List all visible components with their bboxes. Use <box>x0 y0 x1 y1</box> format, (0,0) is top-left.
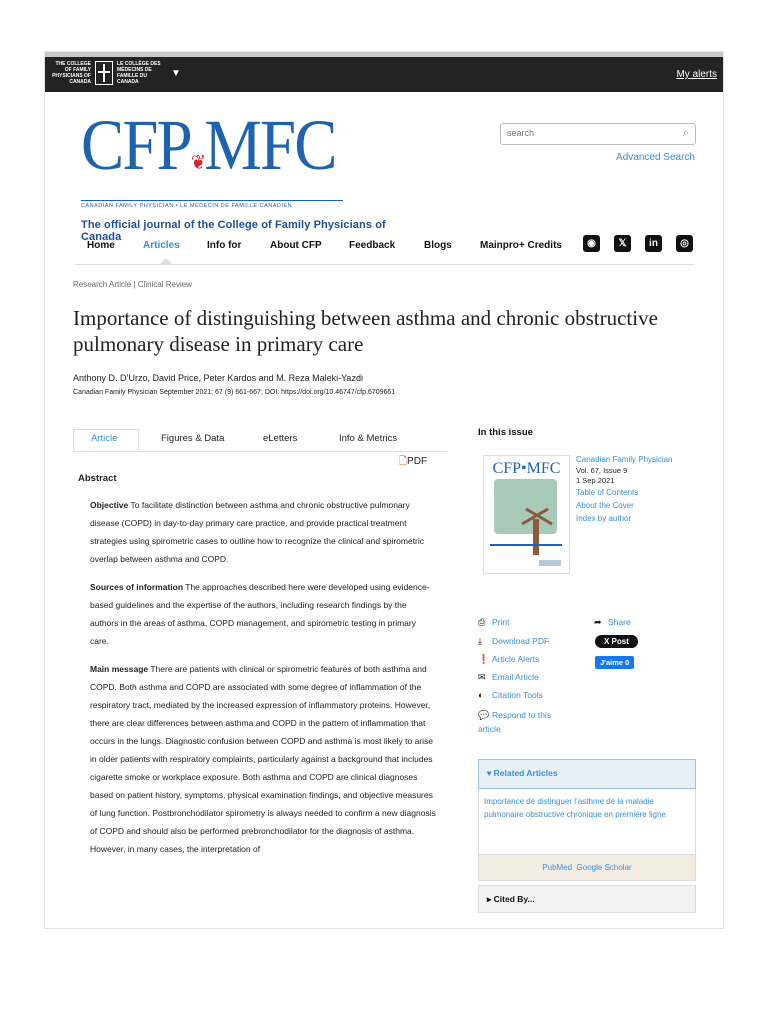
issue-date: 1 Sep 2021 <box>576 476 615 485</box>
tool-label: Citation Tools <box>492 690 543 700</box>
triangle-right-icon: ▸ <box>487 894 492 904</box>
nav-articles[interactable]: Articles <box>143 240 180 251</box>
tool-label: Respond to this article <box>478 710 552 734</box>
breadcrumb: Research Article | Clinical Review <box>73 280 193 289</box>
related-articles-header[interactable] <box>478 759 696 789</box>
logo-wordmark <box>81 105 378 198</box>
nav-mainpro-credits[interactable]: Mainpro+ Credits <box>480 240 562 251</box>
section-text: To facilitate distinction between asthma and chronic obstructive pulmonary disease (COPD) in day-to-day primary care practice, and provide practical treatment strategies using spirometric cases to outline how to recognize the clinical and spirometric overlap between asthma and COPD. <box>90 500 425 564</box>
alert-icon: ❗ <box>478 654 490 664</box>
nav-info-for[interactable]: Info for <box>207 240 242 251</box>
logo-subtitle: CANADIAN FAMILY PHYSICIAN • LE MÉDECIN DE FAMILLE CANADIEN <box>81 200 343 209</box>
college-name-fr: LE COLLÈGE DES MÉDECINS DE FAMILLE DU CANADA <box>117 61 161 85</box>
college-menu[interactable] <box>51 61 181 85</box>
my-alerts-link[interactable]: My alerts <box>676 69 717 80</box>
cited-by-heading: Cited By... <box>493 894 535 904</box>
in-this-issue-panel <box>478 427 698 523</box>
abstract-objective <box>90 496 436 568</box>
page-frame <box>45 52 723 928</box>
nav-blogs[interactable]: Blogs <box>424 240 452 251</box>
tool-label: Print <box>492 617 510 627</box>
instagram-icon[interactable]: ◎ <box>676 235 693 252</box>
share-link[interactable] <box>594 617 631 628</box>
related-article-link[interactable]: Importance de distinguer l’asthme de la maladie pulmonaire obstructive chronique en première ligne <box>478 789 696 855</box>
nav-home[interactable]: Home <box>87 240 115 251</box>
search-input[interactable] <box>500 123 696 145</box>
print-link[interactable] <box>478 617 509 628</box>
facebook-like-button[interactable]: J'aime 0 <box>595 656 634 669</box>
tab-info-metrics[interactable]: Info & Metrics <box>339 433 398 444</box>
caret-down-icon[interactable]: ▼ <box>171 67 181 79</box>
abstract <box>78 470 436 868</box>
abstract-sources <box>90 578 436 650</box>
table-of-contents-link[interactable]: Table of Contents <box>576 488 639 497</box>
pubmed-link[interactable]: PubMed <box>542 863 573 872</box>
cover-stripe <box>490 544 562 546</box>
active-nav-indicator <box>160 258 172 264</box>
share-icon: ➦ <box>594 617 602 627</box>
tab-figures-data[interactable]: Figures & Data <box>161 433 225 444</box>
search-placeholder: search <box>507 128 535 138</box>
cited-by-header[interactable] <box>478 885 696 913</box>
abstract-heading: Abstract <box>78 473 117 484</box>
nav-about-cfp[interactable]: About CFP <box>270 240 322 251</box>
about-cover-link[interactable]: About the Cover <box>576 501 634 510</box>
issue-info <box>576 453 673 525</box>
comment-icon: 💬 <box>478 710 490 720</box>
abstract-main-message <box>90 660 436 858</box>
cover-trunk <box>533 519 539 555</box>
section-label: Sources of information <box>90 582 184 592</box>
print-icon: ⎙ <box>478 617 486 627</box>
section-text: The approaches described here were developed using evidence-based guidelines and the expertise of the authors, including research findings by the authors in the areas of asthma, COPD management, and spirometric testing in primary care. <box>90 582 430 646</box>
article-title: Importance of distinguishing between asthma and chronic obstructive pulmonary disease in primary care <box>73 306 658 356</box>
issue-volume: Vol. 67, Issue 9 <box>576 466 628 475</box>
article-authors: Anthony D. D’Urzo, David Price, Peter Kardos and M. Reza Maleki-Yazdi <box>73 373 363 383</box>
index-by-author-link[interactable]: Index by author <box>576 514 632 523</box>
email-article-link[interactable] <box>478 672 539 683</box>
tool-label: Download PDF <box>492 636 550 646</box>
download-pdf-link[interactable] <box>478 636 549 647</box>
tab-eletters[interactable]: eLetters <box>263 433 298 444</box>
in-this-issue-heading: In this issue <box>478 427 533 438</box>
cover-seal <box>539 560 561 566</box>
tool-label: Article Alerts <box>492 654 540 664</box>
article-alerts-link[interactable] <box>478 654 539 665</box>
college-crest-icon <box>95 61 113 85</box>
x-icon[interactable]: 𝕏 <box>614 235 631 252</box>
section-text: There are patients with clinical or spirometric features of both asthma and COPD. Both asthma and COPD are associated with some degree of inflammation of the respiratory tract, mediated by the increased expression of inflammatory proteins. However, there are clear differences between asthma and COPD in the pattern of inflammation that occurs in the lungs. Diagnostic confusion between COPD and asthma is most likely to arise in older patients with respiratory complaints, particularly against a background that includes cigarette smoke or workplace exposure. Both asthma and COPD are clinical diagnoses based on patient history, symptoms, physical examination findings, and objective measures of lung function. Postbronchodilator spirometry is always needed to confirm a new diagnosis of COPD and should also be performed prebronchodilator for the diagnosis of asthma. However, in many cases, the interpretation of <box>90 664 436 854</box>
triangle-down-icon: ▾ <box>487 768 492 778</box>
social-links <box>583 235 693 252</box>
advanced-search-link[interactable]: Advanced Search <box>616 152 695 163</box>
rss-icon[interactable]: ◉ <box>583 235 600 252</box>
journal-logo[interactable] <box>81 105 411 243</box>
search-icon[interactable]: ⌕ <box>682 127 689 139</box>
logo-mfc: MFC <box>204 105 336 185</box>
top-bar <box>45 52 723 92</box>
nav-feedback[interactable]: Feedback <box>349 240 396 251</box>
google-scholar-link[interactable]: Google Scholar <box>576 863 632 872</box>
citation-tools-link[interactable] <box>478 690 543 700</box>
college-name-en: THE COLLEGE OF FAMILY PHYSICIANS OF CANADA <box>52 61 91 85</box>
email-icon: ✉ <box>478 672 486 682</box>
article-tabs <box>73 429 447 452</box>
cover-logo: CFP•MFC <box>492 460 561 477</box>
share-label: Share <box>608 617 631 627</box>
article-citation: Canadian Family Physician September 2021; 67 (9) 661-667; DOI: https://doi.org/10.46747/cfp.6709661 <box>73 389 396 396</box>
cover-artwork <box>494 479 557 534</box>
pdf-label: PDF <box>407 456 428 467</box>
pdf-link[interactable] <box>399 454 427 471</box>
citation-icon: ◐ <box>478 690 484 700</box>
maple-leaf-icon: ❦ <box>190 152 205 174</box>
respond-link[interactable] <box>478 708 568 736</box>
pdf-icon: 🗋 <box>399 456 408 467</box>
download-icon: ⤓ <box>478 636 482 646</box>
section-label: Objective <box>90 500 129 510</box>
linkedin-icon[interactable]: in <box>645 235 662 252</box>
journal-tagline: The official journal of the College of Family Physicians of Canada <box>81 219 386 243</box>
x-post-button[interactable]: X Post <box>595 635 638 648</box>
related-heading: Related Articles <box>493 768 558 778</box>
issue-cover-image[interactable] <box>483 455 570 574</box>
tab-article[interactable]: Article <box>91 433 118 444</box>
logo-cfp: CFP <box>81 105 191 185</box>
related-sources <box>478 855 696 881</box>
tool-label: Email Article <box>492 672 539 682</box>
section-label: Main message <box>90 664 149 674</box>
journal-link[interactable]: Canadian Family Physician <box>576 455 673 464</box>
